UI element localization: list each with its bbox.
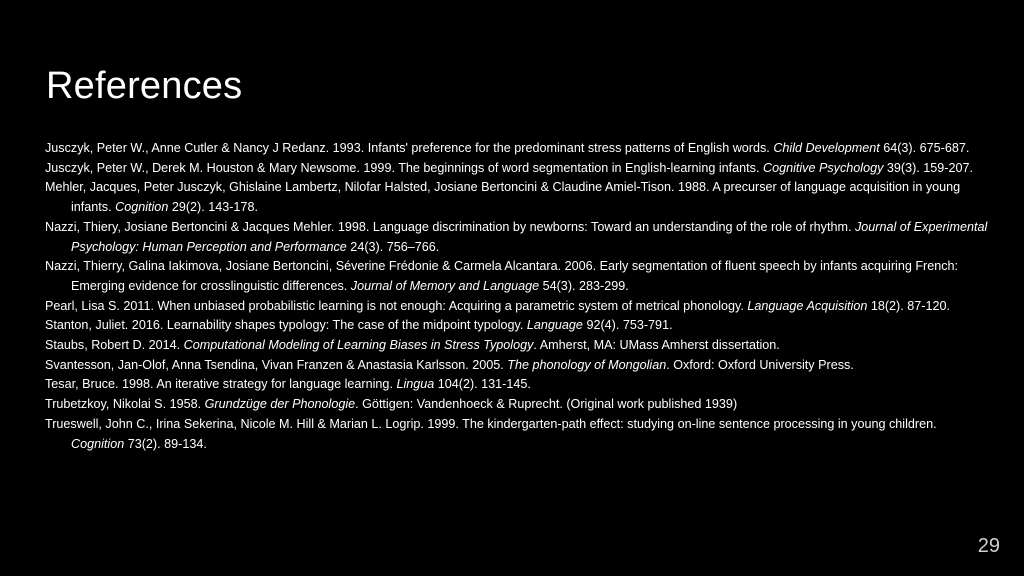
reference-details: 39(3). 159-207. [883, 160, 973, 175]
reference-item [45, 316, 990, 336]
reference-source: Grundzüge der Phonologie [204, 397, 356, 412]
reference-list [45, 139, 990, 454]
reference-source: Journal of Experimental Psychology: Human Perception and Performance [71, 219, 988, 254]
reference-item [45, 159, 990, 179]
reference-text: Mehler, Jacques, Peter Jusczyk, Ghislaine Lambertz, Nilofar Halsted, Josiane Bertoncini & Claudine Amiel-Tison. 1988. A precurser of language acquisition in young infants. [45, 180, 961, 215]
reference-details: . Göttigen: Vandenhoeck & Ruprecht. (Original work published 1939) [355, 397, 738, 412]
reference-text: Svantesson, Jan-Olof, Anna Tsendina, Vivan Franzen & Anastasia Karlsson. 2005. [45, 357, 508, 372]
reference-source: Cognition [71, 436, 125, 451]
reference-source: Cognitive Psychology [762, 160, 884, 175]
reference-details: 18(2). 87-120. [867, 298, 950, 313]
reference-item [45, 336, 990, 356]
page-number: 29 [977, 535, 1000, 557]
reference-source: Cognition [115, 200, 169, 215]
reference-source: Lingua [396, 377, 435, 392]
slide-title: References [46, 65, 243, 107]
reference-source: Computational Modeling of Learning Biases in Stress Typology [183, 338, 534, 353]
reference-item [45, 257, 990, 296]
reference-text: Jusczyk, Peter W., Derek M. Houston & Mary Newsome. 1999. The beginnings of word segmentation in English-learning infants. [45, 160, 763, 175]
reference-item [45, 415, 990, 454]
reference-details: 54(3). 283-299. [539, 278, 629, 293]
reference-source: Journal of Memory and Language [350, 278, 540, 293]
reference-details: 29(2). 143-178. [168, 200, 258, 215]
reference-text: Pearl, Lisa S. 2011. When unbiased probabilistic learning is not enough: Acquiring a parametric system of metrical phonology. [45, 298, 748, 313]
reference-text: Trubetzkoy, Nikolai S. 1958. [45, 397, 205, 412]
reference-item [45, 395, 990, 415]
reference-details: . Amherst, MA: UMass Amherst dissertation. [533, 338, 780, 353]
reference-details: . Oxford: Oxford University Press. [666, 357, 854, 372]
reference-text: Staubs, Robert D. 2014. [45, 338, 184, 353]
reference-text: Nazzi, Thiery, Josiane Bertoncini & Jacques Mehler. 1998. Language discrimination by newborns: Toward an understanding of the role of rhythm. [45, 219, 855, 234]
reference-source: Language [526, 318, 583, 333]
reference-text: Stanton, Juliet. 2016. Learnability shapes typology: The case of the midpoint typology. [45, 318, 527, 333]
reference-details: 92(4). 753-791. [582, 318, 673, 333]
reference-item [45, 375, 990, 395]
reference-details: 24(3). 756–766. [346, 239, 440, 254]
reference-details: 73(2). 89-134. [124, 436, 207, 451]
reference-details: 64(3). 675-687. [879, 141, 970, 155]
reference-item [45, 218, 990, 257]
reference-item [45, 178, 990, 217]
reference-details: 104(2). 131-145. [434, 377, 531, 392]
reference-source: Language Acquisition [747, 298, 868, 313]
reference-item [45, 356, 990, 376]
reference-text: Nazzi, Thierry, Galina Iakimova, Josiane Bertoncini, Séverine Frédonie & Carmela Alcantara. 2006. Early segmentation of fluent speech by infants acquiring French: Emerging evidence for crosslinguistic differences. [45, 259, 959, 293]
reference-text: Jusczyk, Peter W., Anne Cutler & Nancy J Redanz. 1993. Infants' preference for the predominant stress patterns of English words. [45, 141, 774, 155]
reference-item [45, 139, 990, 159]
reference-text: Tesar, Bruce. 1998. An iterative strategy for language learning. [45, 377, 397, 392]
reference-source: The phonology of Mongolian [507, 357, 667, 372]
reference-source: Child Development [773, 141, 880, 155]
reference-item [45, 297, 990, 317]
reference-text: Trueswell, John C., Irina Sekerina, Nicole M. Hill & Marian L. Logrip. 1999. The kindergarten-path effect: studying on-line sentence processing in young children. [45, 416, 937, 431]
